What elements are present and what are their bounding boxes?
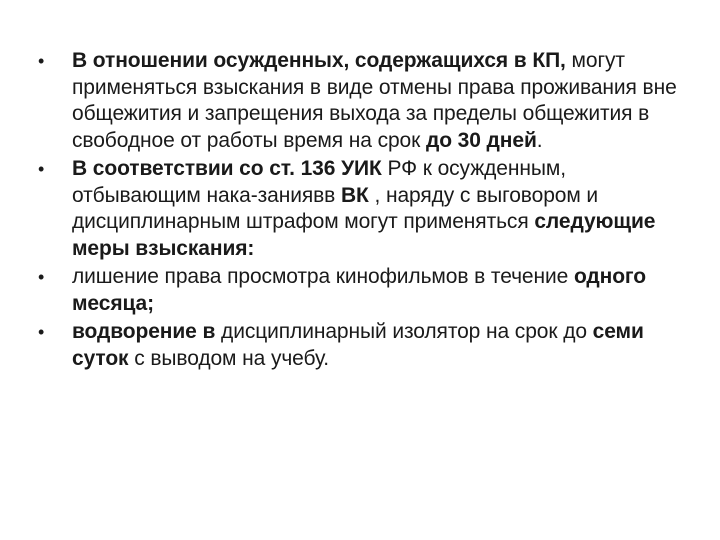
bold-text: семи суток <box>72 320 644 370</box>
bold-text: ВК <box>340 183 369 207</box>
bullet-text <box>72 156 698 262</box>
bullet-marker: • <box>38 267 45 287</box>
bold-text: водворение в <box>72 320 216 343</box>
bullet-marker: • <box>38 322 45 342</box>
bullet-list <box>38 48 698 372</box>
bold-text: следующие меры взыскания: <box>72 210 656 260</box>
plain-text: лишение права просмотра кинофильмов в течение <box>72 265 574 288</box>
plain-text: РФ к осужденным, отбывающим нака-заниявв <box>72 157 566 207</box>
bullet-item-film-ban <box>38 264 698 317</box>
bullet-text <box>72 48 698 154</box>
plain-text: дисциплинарный изолятор на срок до <box>215 320 593 343</box>
bullet-marker: • <box>38 51 45 71</box>
plain-text: могут применяться взыскания в виде отмены права проживания вне общежития и запрещения выхода за пределы общежития в свободное от работы время на срок <box>72 49 677 152</box>
bullet-item-article-136 <box>38 156 698 262</box>
bullet-text <box>72 264 698 317</box>
plain-text: . <box>536 128 543 152</box>
plain-text: с выводом на учебу. <box>128 346 330 370</box>
bold-text: до 30 дней <box>425 128 537 152</box>
plain-text: , наряду с выговором и дисциплинарным штрафом могут применяться <box>72 183 599 233</box>
bold-text: В отношении осужденных, содержащихся в КП, <box>72 49 566 72</box>
bullet-item-kp-penalties <box>38 48 698 154</box>
bullet-text <box>72 319 698 372</box>
bullet-item-isolation <box>38 319 698 372</box>
bold-text: одного месяца; <box>72 265 647 315</box>
bold-text: В соответствии со ст. 136 УИК <box>72 157 382 180</box>
bullet-marker: • <box>38 159 45 179</box>
